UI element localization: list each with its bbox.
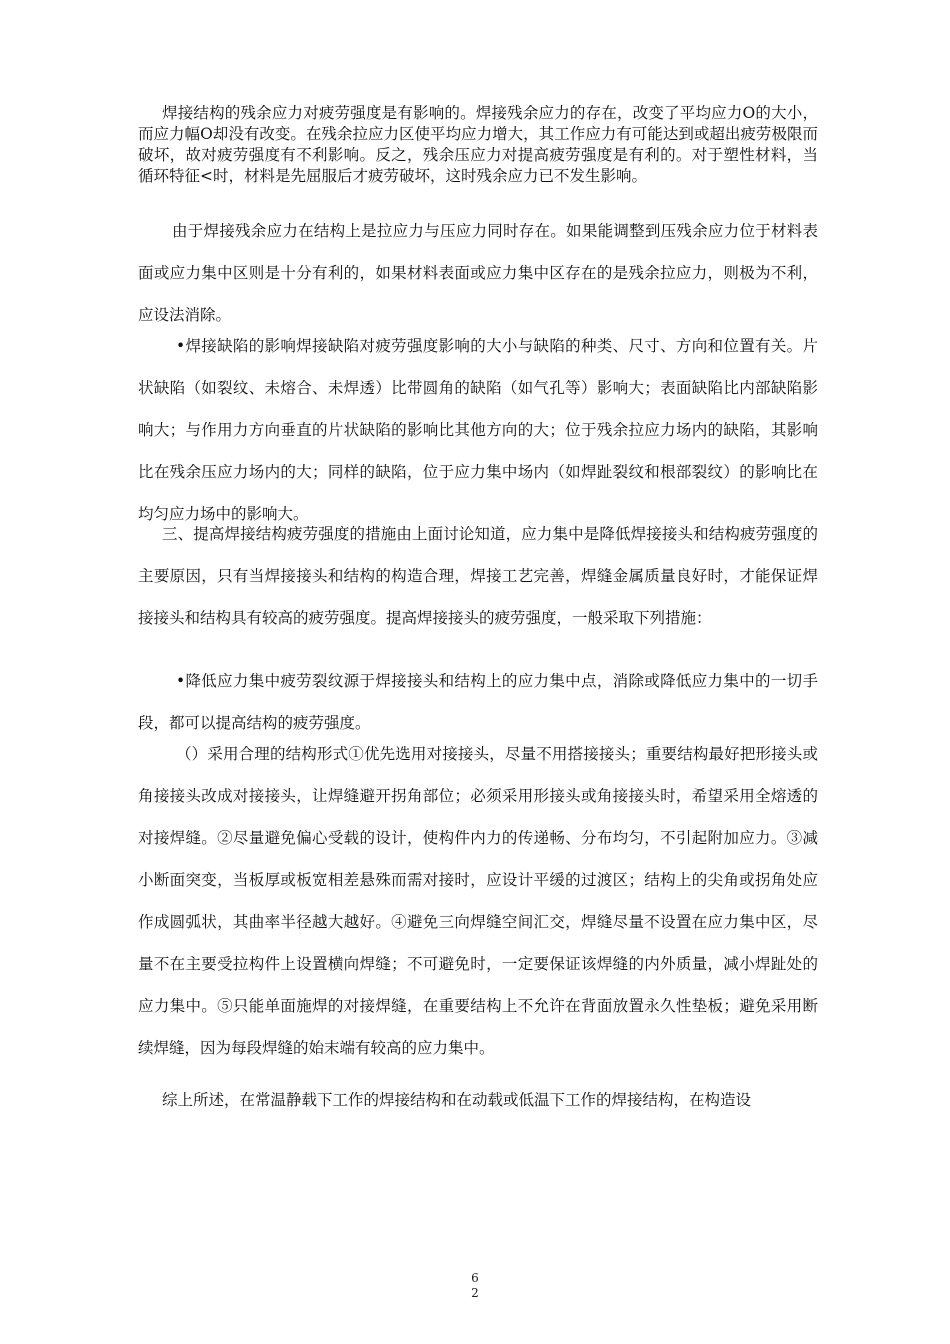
paragraph-improvement-measures: 三、提高焊接结构疲劳强度的措施由上面讨论知道，应力集中是降低焊接接头和结构疲劳强度的主要原因，只有当焊接接头和结构的构造合理，焊接工艺完善，焊缝金属质量良好时，才能保证焊接接头和结构具有较高的疲劳强度。提高焊接接头的疲劳强度，一般采取下列措施： [138,525,818,627]
page-number-bottom: 2 [471,1286,479,1300]
page-number-top: 6 [471,1271,479,1285]
paragraph-tension-compression: 由于焊接残余应力在结构上是拉应力与压应力同时存在。如果能调整到压残余应力位于材料表面或应力集中区则是十分有利的，如果材料表面或应力集中区存在的是残余拉应力，则极为不利，应设法消除。 [138,222,818,324]
paragraph-summary: 综上所述，在常温静载下工作的焊接结构和在动载或低温下工作的焊接结构，在构造设 [162,1091,752,1109]
paragraph-residual-stress-effect: 焊接结构的残余应力对疲劳强度是有影响的。焊接残余应力的存在，改变了平均应力Ο的大小，而应力幅Ο却没有改变。在残余拉应力区使平均应力增大，其工作应力有可能达到或超出疲劳极限而破坏，故对疲劳强度有不利影响。反之，残余压应力对提高疲劳强度是有利的。对于塑性材料，当循环特征<时，材料是先屈服后才疲劳破坏，这时残余应力已不发生影响。 [138,104,818,185]
paragraph-structural-form: （）采用合理的结构形式①优先选用对接接头，尽量不用搭接接头；重要结构最好把形接头或角接接头改成对接接头，让焊缝避开拐角部位；必须采用形接头或角接接头时，希望采用全熔透的对接焊缝。②尽量避免偏心受载的设计，使构件内力的传递畅、分布均匀，不引起附加应力。③减小断面突变，当板厚或板宽相差悬殊而需对接时，应设计平缓的过渡区；结构上的尖角或拐角处应作成圆弧状，其曲率半径越大越好。④避免三向焊缝空间汇交，焊缝尽量不设置在应力集中区，尽量不在主要受拉构件上设置横向焊缝；不可避免时，一定要保证该焊缝的内外质量，减小焊趾处的应力集中。⑤只能单面施焊的对接焊缝，在重要结构上不允许在背面放置永久性垫板；避免采用断续焊缝，因为每段焊缝的始末端有较高的应力集中。 [138,745,818,1057]
paragraph-reduce-stress-concentration: •降低应力集中疲劳裂纹源于焊接接头和结构上的应力集中点，消除或降低应力集中的一切手段，都可以提高结构的疲劳强度。 [138,672,818,732]
paragraph-weld-defects: •焊接缺陷的影响焊接缺陷对疲劳强度影响的大小与缺陷的种类、尺寸、方向和位置有关。片状缺陷（如裂纹、未熔合、未焊透）比带圆角的缺陷（如气孔等）影响大；表面缺陷比内部缺陷影响大；与作用力方向垂直的片状缺陷的影响比其他方向的大；位于残余拉应力场内的缺陷，其影响比在残余压应力场内的大；同样的缺陷，位于应力集中场内（如焊趾裂纹和根部裂纹）的影响比在均匀应力场中的影响大。 [138,337,818,523]
